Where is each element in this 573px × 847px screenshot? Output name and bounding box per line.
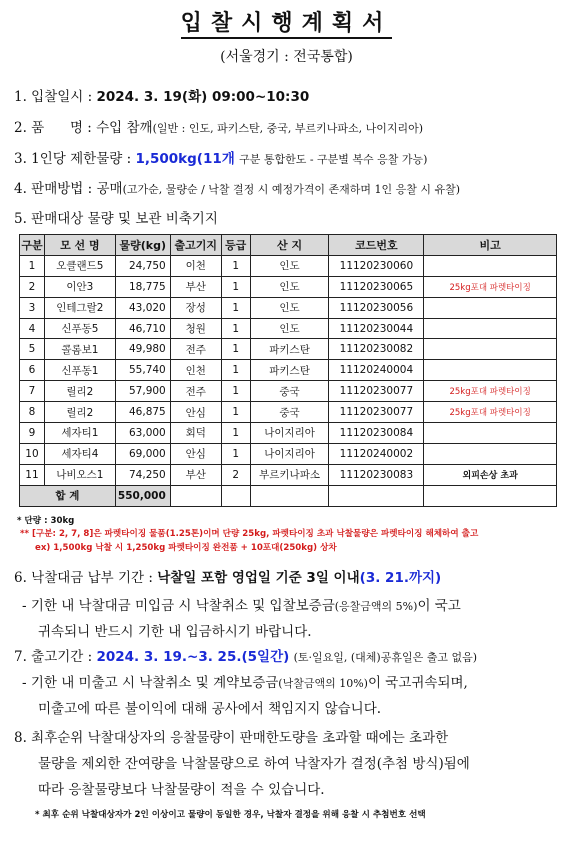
table-cell: 인도 (250, 255, 329, 276)
item-name-detail: (일반 : 인도, 파키스탄, 중국, 부르키나파소, 나이지리아) (152, 122, 423, 135)
note-example: ex) 1,500kg 낙찰 시 1,250kg 파렛타이징 완전품 + 10포대(250kg) 상차 (35, 543, 337, 553)
table-cell: 1 (221, 318, 250, 339)
table-header-row (20, 235, 557, 256)
sale-table (19, 234, 557, 507)
table-row (20, 339, 557, 360)
table-cell: 세자티1 (44, 423, 115, 444)
bid-date-label: 1. 입찰일시 : (14, 89, 93, 105)
table-cell: 11 (20, 464, 45, 485)
payment-period-value: 낙찰일 포함 영업일 기준 3일 이내 (157, 570, 360, 586)
bid-date-line (14, 85, 309, 105)
payment-period-date: (3. 21.까지) (359, 570, 442, 586)
table-cell: 3 (20, 297, 45, 318)
shipping-warning-2: 미출고에 따른 불이익에 대해 공사에서 책임지지 않습니다. (38, 701, 382, 717)
table-cell: 신푸동5 (44, 318, 115, 339)
table-cell: 1 (221, 423, 250, 444)
table-cell: 10 (20, 443, 45, 464)
sale-target-heading: 5. 판매대상 물량 및 보관 비축기지 (14, 211, 218, 227)
table-cell: 11120230056 (329, 297, 424, 318)
table-cell (424, 339, 557, 360)
table-cell: 1 (221, 276, 250, 297)
table-cell: 24,750 (115, 255, 170, 276)
table-cell: 25kg포대 파렛타이징 (424, 276, 557, 297)
table-cell: 청원 (170, 318, 221, 339)
table-cell: 11120230044 (329, 318, 424, 339)
col-header: 구분 (20, 235, 45, 256)
limit-detail: 구분 통합한도 - 구분별 복수 응찰 가능) (239, 153, 428, 166)
table-cell: 25kg포대 파렛타이징 (424, 402, 557, 423)
table-cell: 7 (20, 381, 45, 402)
bid-date-value: 2024. 3. 19(화) 09:00~10:30 (96, 89, 310, 105)
table-cell: 부산 (170, 276, 221, 297)
table-cell: 25kg포대 파렛타이징 (424, 381, 557, 402)
item-name-label: 2. 품 명 : 수입 참깨 (14, 120, 153, 136)
shipping-period-line (14, 645, 477, 665)
shipping-period-detail: (토·일요일, (대체)공휴일은 출고 없음) (293, 651, 478, 664)
table-cell (424, 360, 557, 381)
total-value: 550,000 (115, 485, 170, 506)
table-cell: 6 (20, 360, 45, 381)
page-subtitle: (서울경기 : 전국통합) (220, 49, 353, 65)
table-total-row (20, 485, 557, 506)
table-cell: 안심 (170, 443, 221, 464)
table-cell: 외피손상 초과 (424, 464, 557, 485)
col-header: 출고기지 (170, 235, 221, 256)
table-cell: 1 (20, 255, 45, 276)
table-cell: 11120230077 (329, 402, 424, 423)
table-row (20, 255, 557, 276)
col-header: 비고 (424, 235, 557, 256)
table-row (20, 402, 557, 423)
table-cell: 회덕 (170, 423, 221, 444)
sale-method-line (14, 177, 460, 197)
table-cell (424, 443, 557, 464)
table-cell (424, 297, 557, 318)
table-row (20, 443, 557, 464)
limit-line (14, 147, 427, 167)
table-row (20, 360, 557, 381)
table-cell: 11120240004 (329, 360, 424, 381)
table-cell: 인천 (170, 360, 221, 381)
table-row (20, 297, 557, 318)
table-cell (424, 255, 557, 276)
table-cell (424, 423, 557, 444)
table-cell: 8 (20, 402, 45, 423)
table-cell: 릴리2 (44, 381, 115, 402)
payment-warning-1: - 기한 내 낙찰대금 미입금 시 낙찰취소 및 입찰보증금(응찰금액의 5%)이 국고 (22, 598, 461, 614)
table-cell: 11120230065 (329, 276, 424, 297)
table-cell: 57,900 (115, 381, 170, 402)
table-cell: 43,020 (115, 297, 170, 318)
table-cell: 2 (221, 464, 250, 485)
table-cell: 74,250 (115, 464, 170, 485)
table-row (20, 381, 557, 402)
payment-period-line (14, 566, 441, 586)
footnote: * 최후 순위 낙찰대상자가 2인 이상이고 물량이 동일한 경우, 낙찰자 결정을 위해 응찰 시 추첨번호 선택 (35, 810, 426, 820)
col-header: 모 선 명 (44, 235, 115, 256)
col-header: 코드번호 (329, 235, 424, 256)
final-bidder-line-3: 따라 응찰물량보다 낙찰물량이 적을 수 있습니다. (38, 782, 325, 798)
table-cell: 오클랜드5 (44, 255, 115, 276)
table-cell: 안심 (170, 402, 221, 423)
page-title: 입찰시행계획서 (0, 6, 573, 37)
total-label: 합 계 (20, 485, 116, 506)
table-cell: 이안3 (44, 276, 115, 297)
table-cell: 전주 (170, 339, 221, 360)
table-cell: 인테그랄2 (44, 297, 115, 318)
payment-warning-2: 귀속되니 반드시 기한 내 입금하시기 바랍니다. (38, 624, 312, 640)
table-cell: 1 (221, 339, 250, 360)
limit-value: 1,500kg(11개 (135, 151, 235, 167)
item-name-line (14, 116, 423, 136)
table-cell: 중국 (250, 381, 329, 402)
sale-method-detail: (고가순, 물량순 / 낙찰 결정 시 예정가격이 존재하며 1인 응찰 시 유찰) (122, 183, 461, 196)
table-cell: 부산 (170, 464, 221, 485)
table-cell (424, 318, 557, 339)
table-row (20, 276, 557, 297)
sale-method-label: 4. 판매방법 : 공매 (14, 181, 123, 197)
col-header: 산 지 (250, 235, 329, 256)
table-cell: 파키스탄 (250, 360, 329, 381)
table-cell: 전주 (170, 381, 221, 402)
table-cell: 인도 (250, 318, 329, 339)
col-header: 물량(kg) (115, 235, 170, 256)
table-cell: 릴리2 (44, 402, 115, 423)
table-cell: 이천 (170, 255, 221, 276)
table-row (20, 318, 557, 339)
table-cell: 신푸동1 (44, 360, 115, 381)
table-cell: 55,740 (115, 360, 170, 381)
limit-label: 3. 1인당 제한물량 : (14, 151, 132, 167)
table-cell: 나이지리아 (250, 443, 329, 464)
note-pallet: ** [구분: 2, 7, 8]은 파렛타이징 물품(1.25톤)이며 단량 25kg, 파렛타이징 초과 낙찰물량은 파렛타이징 해체하여 출고 (20, 529, 479, 539)
table-cell: 나비오스1 (44, 464, 115, 485)
shipping-period-value: 2024. 3. 19.~3. 25.(5일간) (96, 649, 290, 665)
note-unit: * 단량 : 30kg (17, 516, 75, 526)
table-cell: 11120230084 (329, 423, 424, 444)
table-cell: 5 (20, 339, 45, 360)
table-cell: 1 (221, 443, 250, 464)
table-cell: 63,000 (115, 423, 170, 444)
table-cell: 4 (20, 318, 45, 339)
payment-period-label: 6. 낙찰대금 납부 기간 : (14, 570, 153, 586)
table-cell: 중국 (250, 402, 329, 423)
table-cell: 장성 (170, 297, 221, 318)
table-cell: 1 (221, 402, 250, 423)
table-cell: 나이지리아 (250, 423, 329, 444)
table-cell: 46,710 (115, 318, 170, 339)
table-cell: 69,000 (115, 443, 170, 464)
table-cell: 11120230060 (329, 255, 424, 276)
final-bidder-line-1: 8. 최후순위 낙찰대상자의 응찰물량이 판매한도량을 초과할 때에는 초과한 (14, 730, 449, 746)
table-cell: 부르키나파소 (250, 464, 329, 485)
col-header: 등급 (221, 235, 250, 256)
table-cell: 세자티4 (44, 443, 115, 464)
table-row (20, 464, 557, 485)
table-cell: 1 (221, 381, 250, 402)
table-cell: 인도 (250, 297, 329, 318)
table-cell: 9 (20, 423, 45, 444)
table-cell: 인도 (250, 276, 329, 297)
table-cell: 1 (221, 360, 250, 381)
table-cell: 콜롬보1 (44, 339, 115, 360)
shipping-warning-1: - 기한 내 미출고 시 낙찰취소 및 계약보증금(낙찰금액의 10%)이 국고귀속되며, (22, 675, 468, 691)
table-cell: 11120230077 (329, 381, 424, 402)
table-cell: 1 (221, 297, 250, 318)
table-cell: 18,775 (115, 276, 170, 297)
table-cell: 2 (20, 276, 45, 297)
table-cell: 11120230083 (329, 464, 424, 485)
table-cell: 1 (221, 255, 250, 276)
table-cell: 11120230082 (329, 339, 424, 360)
final-bidder-line-2: 물량을 제외한 잔여량을 낙찰물량으로 하여 낙찰자가 결정(추첨 방식)됨에 (38, 756, 470, 772)
table-cell: 49,980 (115, 339, 170, 360)
shipping-period-label: 7. 출고기간 : (14, 649, 93, 665)
table-row (20, 423, 557, 444)
table-cell: 11120240002 (329, 443, 424, 464)
table-cell: 46,875 (115, 402, 170, 423)
table-cell: 파키스탄 (250, 339, 329, 360)
